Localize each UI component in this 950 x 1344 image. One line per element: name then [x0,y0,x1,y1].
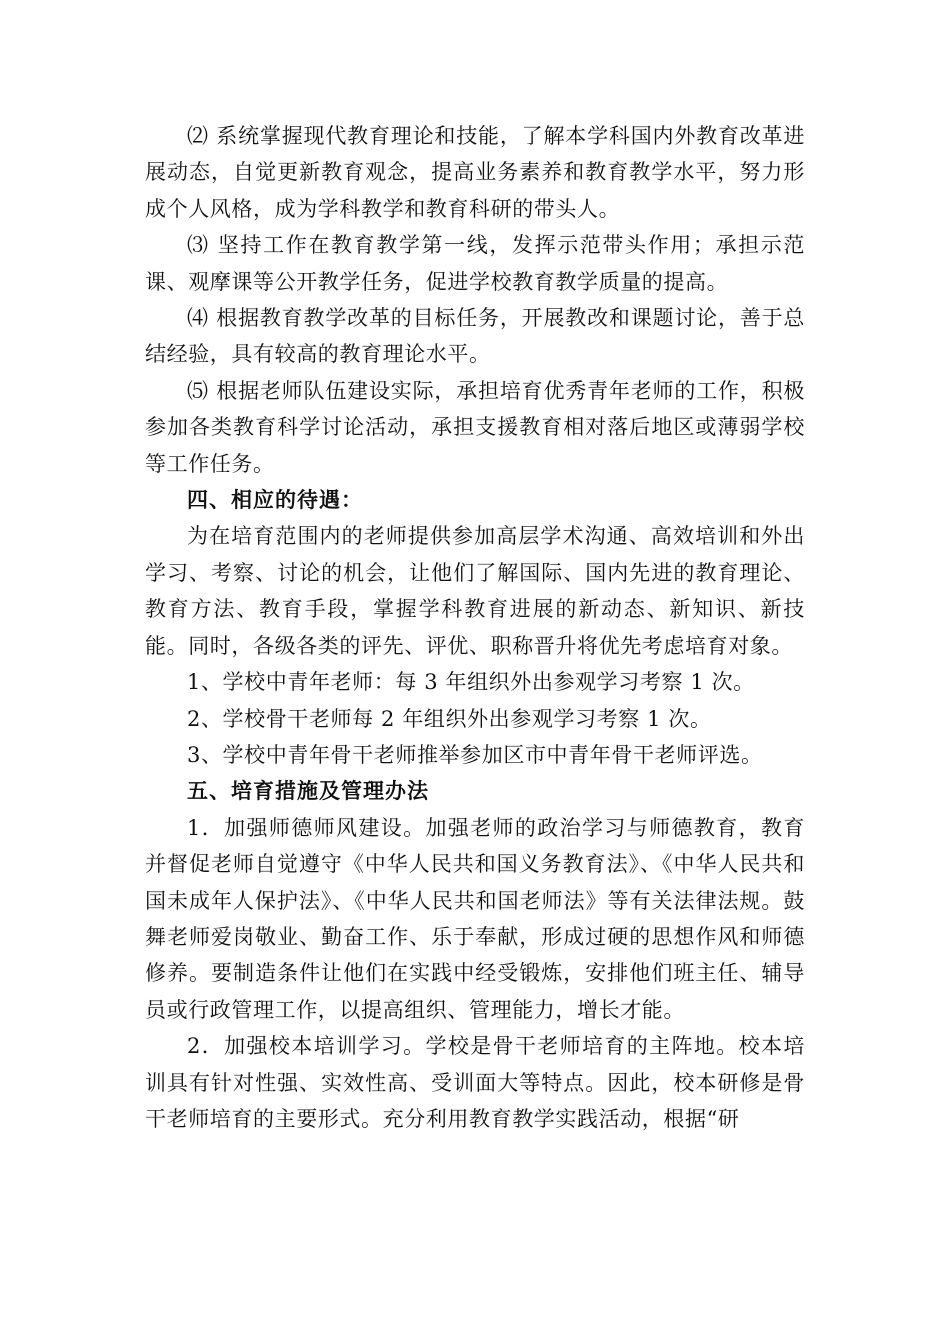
list-item-benefit-3: 3、学校中青年骨干老师推举参加区市中青年骨干老师评选。 [187,742,763,767]
paragraph-goal-3: ⑶ 坚持工作在教育教学第一线，发挥示范带头作用；承担示范课、观摩课等公开教学任务，促进学校教育教学质量的提高。 [145,233,805,294]
section-heading-measures: 五、培育措施及管理办法 [187,779,429,804]
document-body [145,118,805,1137]
list-item-benefit-1: 1、学校中青年老师：每 3 年组织外出参观学习考察 1 次。 [187,670,755,695]
paragraph-goal-4: ⑷ 根据教育教学改革的目标任务，开展教改和课题讨论，善于总结经验，具有较高的教育理论水平。 [145,306,805,367]
paragraph-measure-2: 2．加强校本培训学习。学校是骨干老师培育的主阵地。校本培训具有针对性强、实效性高、受训面大等特点。因此，校本研修是骨干老师培育的主要形式。充分利用教育教学实践活动，根据“研 [145,1034,805,1131]
section-heading-benefits: 四、相应的待遇： [187,488,363,513]
paragraph-measure-1: 1．加强师德师风建设。加强老师的政治学习与师德教育，教育并督促老师自觉遵守《中华人民共和国义务教育法》、《中华人民共和国未成年人保护法》、《中华人民共和国老师法》等有关法律法规。鼓舞老师爱岗敬业、勤奋工作、乐于奉献，形成过硬的思想作风和师德修养。要制造条件让他们在实践中经受锻炼，安排他们班主任、辅导员或行政管理工作，以提高组织、管理能力，增长才能。 [145,815,805,1022]
paragraph-benefits-intro: 为在培育范围内的老师提供参加高层学术沟通、高效培训和外出学习、考察、讨论的机会，让他们了解国际、国内先进的教育理论、教育方法、教育手段，掌握学科教育进展的新动态、新知识、新技能。同时，各级各类的评先、评优、职称晋升将优先考虑培育对象。 [145,524,805,658]
paragraph-goal-5: ⑸ 根据老师队伍建设实际，承担培育优秀青年老师的工作，积极参加各类教育科学讨论活动，承担支援教育相对落后地区或薄弱学校等工作任务。 [145,378,805,476]
paragraph-goal-2: ⑵ 系统掌握现代教育理论和技能，了解本学科国内外教育改革进展动态，自觉更新教育观念，提高业务素养和教育教学水平，努力形成个人风格，成为学科教学和教育科研的带头人。 [145,124,805,221]
list-item-benefit-2: 2、学校骨干老师每 2 年组织外出参观学习考察 1 次。 [187,706,712,731]
